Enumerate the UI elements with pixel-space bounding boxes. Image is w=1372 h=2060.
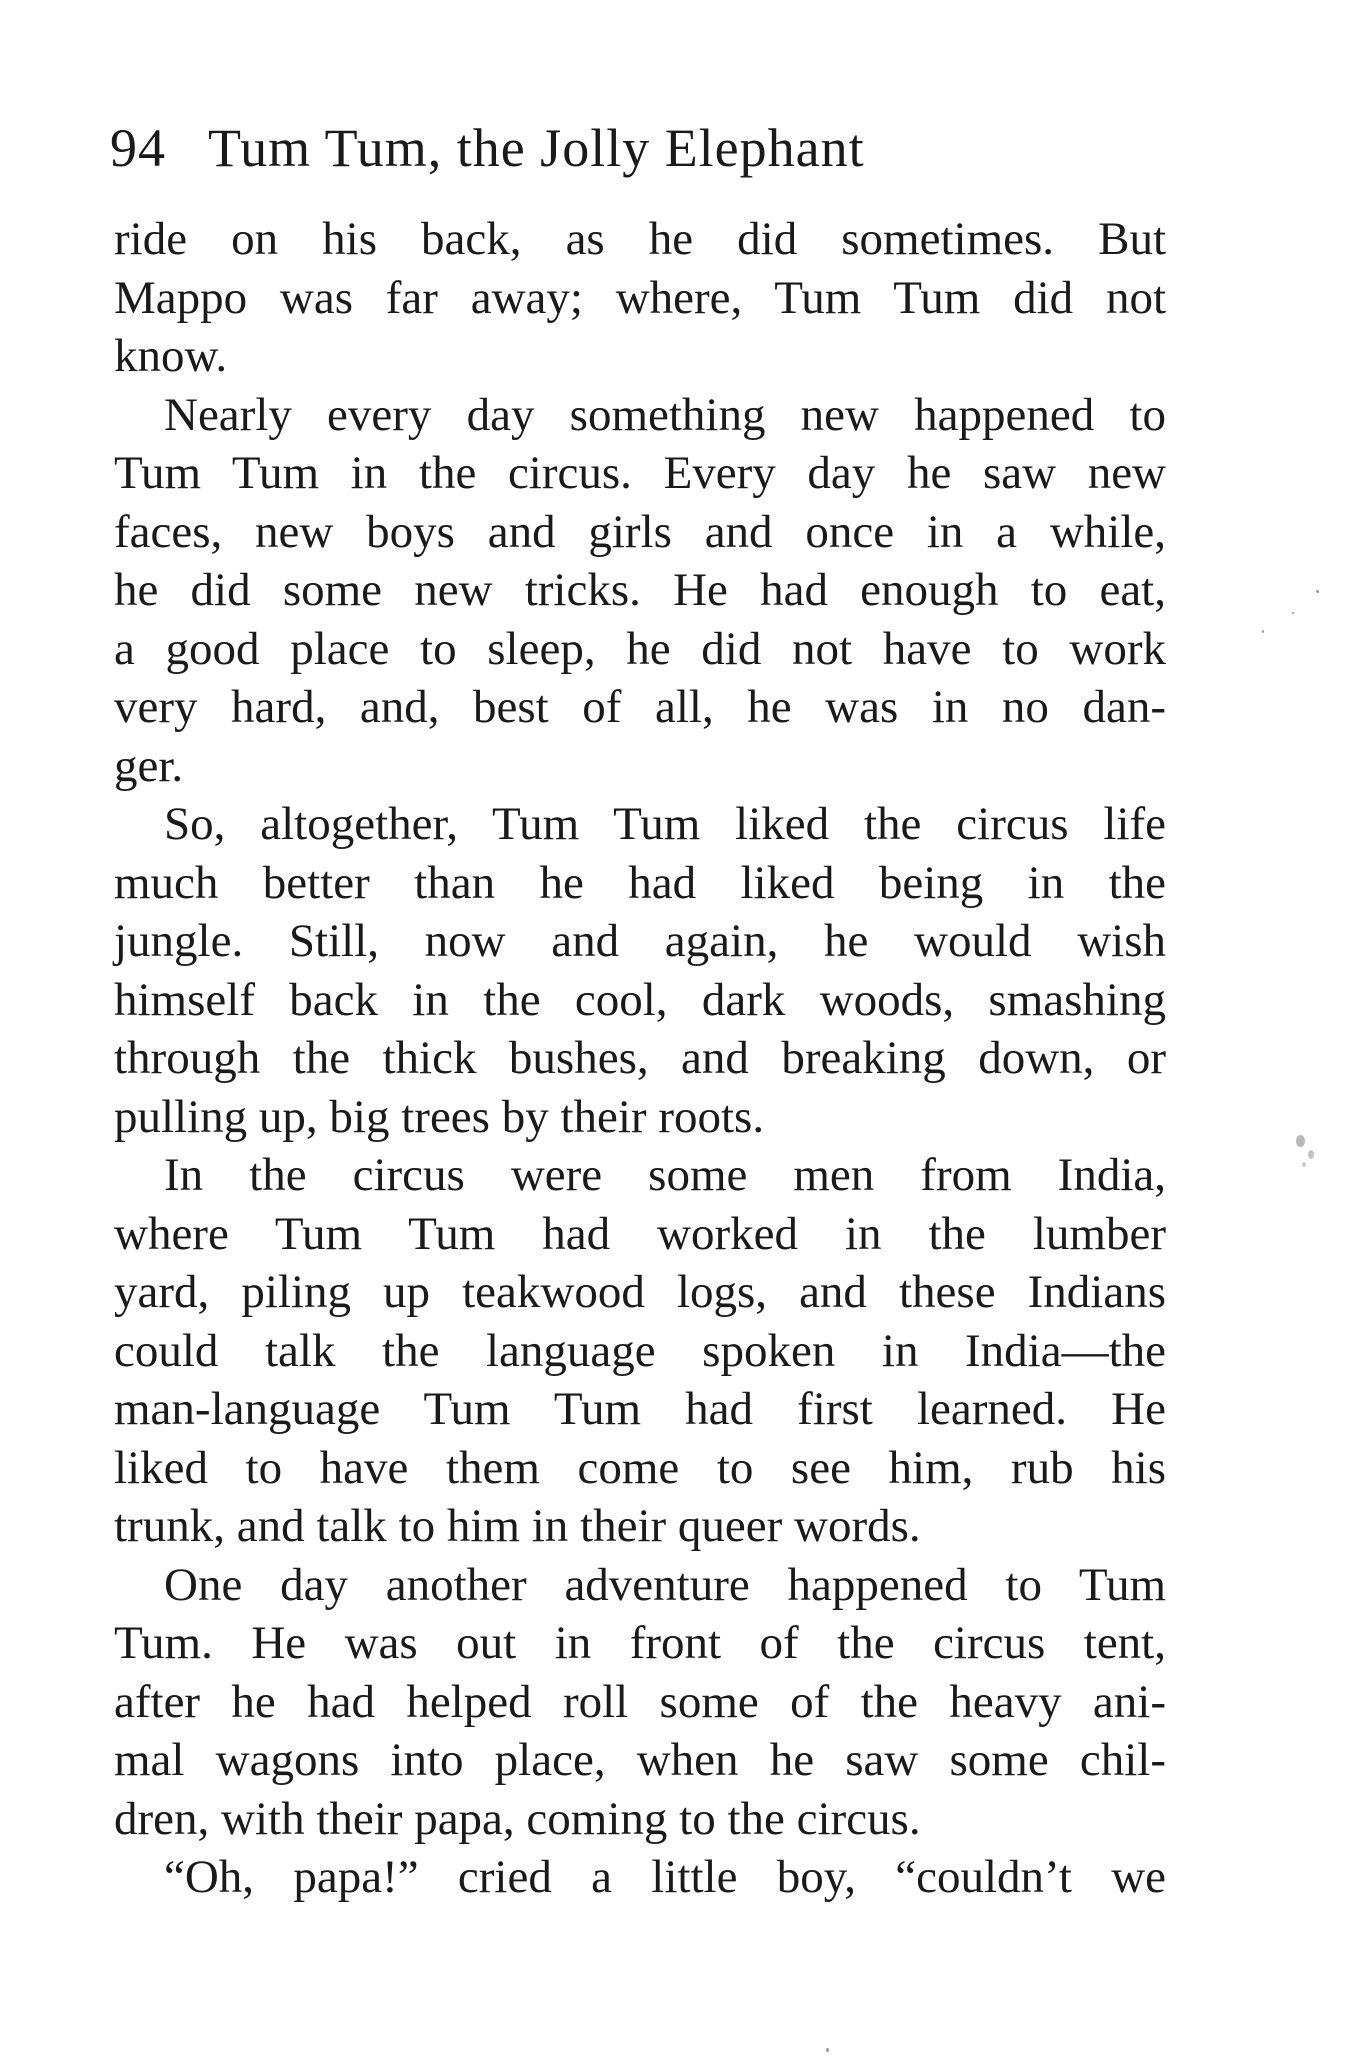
text-line: yard, piling up teakwood logs, and these Indians: [114, 1266, 1166, 1318]
text-line: know.: [114, 330, 228, 382]
text-line: faces, new boys and girls and once in a while,: [114, 505, 1166, 558]
text-line: jungle. Still, now and again, he would wish: [114, 915, 1166, 967]
text-line: he did some new tricks. He had enough to eat,: [114, 564, 1166, 616]
text-line: mal wagons into place, when he saw some chil-: [114, 1734, 1166, 1786]
paper-speck: [826, 2048, 829, 2052]
paragraph-first-line: “Oh, papa!” cried a little boy, “couldn’t we: [164, 1851, 1166, 1903]
text-line: after he had helped roll some of the heavy ani-: [114, 1675, 1166, 1728]
paper-speck: [1262, 630, 1264, 633]
text-line: ger.: [114, 739, 184, 792]
text-line: himself back in the cool, dark woods, smashing: [114, 973, 1166, 1026]
text-line: Mappo was far away; where, Tum Tum did not: [114, 271, 1166, 324]
text-line: could talk the language spoken in India—the: [114, 1324, 1166, 1377]
paragraph-first-line: In the circus were some men from India,: [164, 1149, 1166, 1201]
paper-speck: [1302, 1162, 1306, 1167]
text-line: Tum. He was out in front of the circus tent,: [114, 1617, 1166, 1669]
running-title: Tum Tum, the Jolly Elephant: [208, 118, 865, 178]
text-line: trunk, and talk to him in their queer words.: [114, 1500, 921, 1552]
text-line: ride on his back, as he did sometimes. But: [114, 213, 1166, 265]
text-line: pulling up, big trees by their roots.: [114, 1090, 765, 1143]
text-line: through the thick bushes, and breaking down, or: [114, 1032, 1166, 1084]
text-line: much better than he had liked being in the: [114, 856, 1166, 909]
paragraph-first-line: One day another adventure happened to Tum: [164, 1558, 1166, 1611]
paragraph-first-line: So, altogether, Tum Tum liked the circus life: [164, 798, 1166, 850]
running-header: [110, 108, 1170, 188]
text-line: dren, with their papa, coming to the circus.: [114, 1792, 921, 1845]
body-text: [114, 210, 1166, 1907]
text-line: very hard, and, best of all, he was in no dan-: [114, 681, 1166, 733]
paper-speck: [1296, 1135, 1305, 1147]
text-line: liked to have them come to see him, rub his: [114, 1441, 1166, 1494]
text-line: a good place to sleep, he did not have to work: [114, 622, 1166, 675]
text-line: Tum Tum in the circus. Every day he saw new: [114, 447, 1166, 499]
page-number: 94: [110, 118, 166, 178]
text-line: man-language Tum Tum had first learned. He: [114, 1383, 1166, 1435]
paragraph-first-line: Nearly every day something new happened to: [164, 388, 1166, 441]
paper-speck: [1292, 612, 1294, 614]
text-line: where Tum Tum had worked in the lumber: [114, 1207, 1166, 1260]
paper-speck: [1316, 590, 1319, 593]
paper-speck: [1308, 1150, 1314, 1159]
